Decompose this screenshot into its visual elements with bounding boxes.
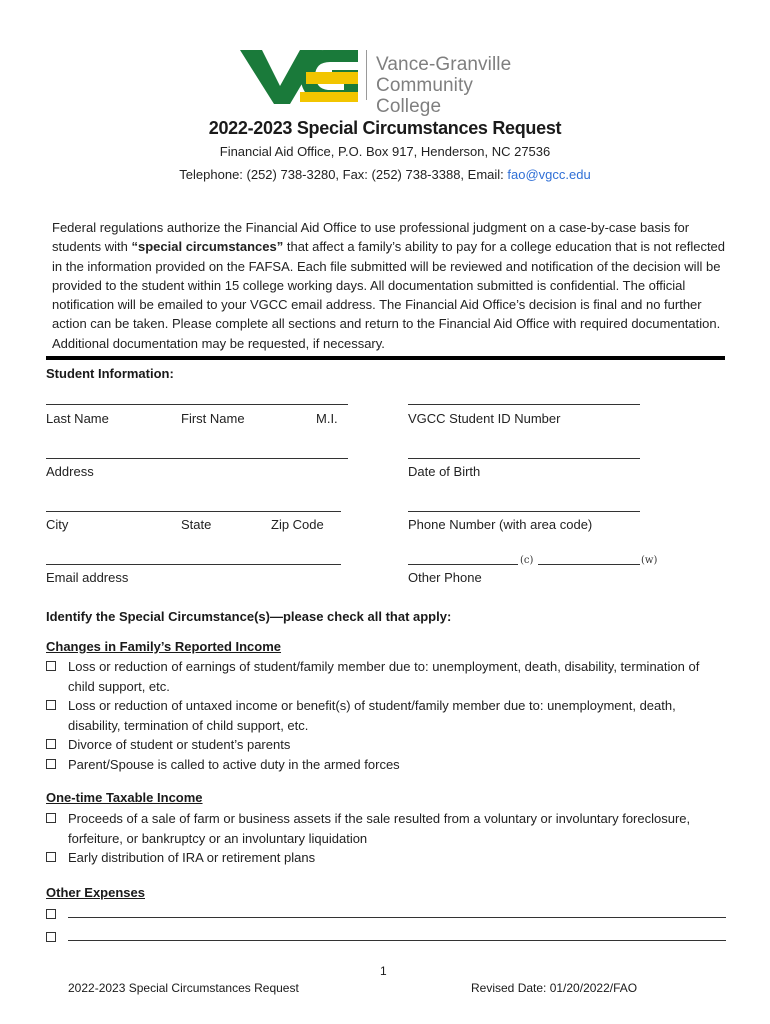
- intro-paragraph: [52, 218, 732, 353]
- footer-revised-date: Revised Date: 01/20/2022/FAO: [471, 981, 638, 995]
- page-title: 2022-2023 Special Circumstances Request: [208, 118, 562, 138]
- checkbox[interactable]: [46, 852, 56, 862]
- footer-title: 2022-2023 Special Circumstances Request: [68, 981, 299, 995]
- contact-line: [0, 167, 770, 182]
- student-id-label: VGCC Student ID Number: [408, 411, 561, 426]
- email-field-line[interactable]: [46, 564, 341, 565]
- student-id-field-line[interactable]: [408, 404, 640, 405]
- checkbox[interactable]: [46, 739, 56, 749]
- checkbox[interactable]: [46, 661, 56, 671]
- logo-line-1: Vance-Granville: [376, 54, 512, 75]
- checkbox-label: Loss or reduction of earnings of student/family member due to: unemployment, death, disability, termination of child support, etc.: [68, 659, 700, 694]
- contact-prefix: Telephone: (252) 738-3280, Fax: (252) 738-3388, Email:: [179, 167, 508, 182]
- intro-bold-text: “special circumstances”: [131, 239, 284, 255]
- state-label: State: [181, 517, 212, 532]
- phone-field-line[interactable]: [408, 511, 640, 512]
- checkbox[interactable]: [46, 909, 56, 919]
- logo-line-2: Community College: [376, 75, 473, 117]
- cell-marker: (c): [520, 555, 534, 566]
- other-expense-line-2[interactable]: [68, 940, 726, 941]
- intro-text-2: that affect a family’s ability to pay for a college education that is not reflected in the information provided on the FAFSA. Each file submitted will be reviewed and notification of the decision will be provided to the student within 15 college working days. All documentation submitted is confidential. The official notification will be emailed to your VGCC email address. The Financial Aid Office’s decision is final and no further action can be taken. Please complete all sections and return to the Financial Aid Office with required documentation. Additional documentation may be requested, if necessary.: [52, 239, 726, 351]
- checkbox-label: Proceeds of a sale of farm or business assets if the sale resulted from a voluntary or involuntary foreclosure, forfeiture, or bankruptcy or an involuntary liquidation: [68, 811, 691, 846]
- office-address: Financial Aid Office, P.O. Box 917, Henderson, NC 27536: [219, 144, 551, 159]
- page-number: 1: [380, 964, 387, 978]
- other-phone-label: Other Phone: [408, 570, 482, 585]
- logo-divider: [366, 50, 367, 100]
- work-phone-field-line[interactable]: [538, 564, 640, 565]
- taxable-income-heading: One-time Taxable Income: [46, 790, 203, 805]
- logo-wordmark: [376, 54, 540, 117]
- phone-label: Phone Number (with area code): [408, 517, 593, 532]
- college-logo: [240, 46, 540, 117]
- address-field-line[interactable]: [46, 458, 348, 459]
- dob-field-line[interactable]: [408, 458, 640, 459]
- checkbox-item[interactable]: [46, 755, 726, 775]
- cell-phone-field-line[interactable]: [408, 564, 518, 565]
- city-state-zip-field-line[interactable]: [46, 511, 341, 512]
- student-info-heading: Student Information:: [46, 366, 174, 381]
- checkbox[interactable]: [46, 759, 56, 769]
- checkbox-item[interactable]: [46, 657, 726, 696]
- checkbox-item[interactable]: [46, 735, 726, 755]
- zip-label: Zip Code: [271, 517, 324, 532]
- checkbox[interactable]: [46, 813, 56, 823]
- checkbox-label: Divorce of student or student’s parents: [68, 737, 291, 752]
- checkbox[interactable]: [46, 700, 56, 710]
- family-income-heading: Changes in Family’s Reported Income: [46, 639, 282, 654]
- checkbox-label: Early distribution of IRA or retirement plans: [68, 850, 316, 865]
- city-label: City: [46, 517, 69, 532]
- checkbox-item[interactable]: [46, 848, 726, 868]
- circumstances-heading: Identify the Special Circumstance(s)—please check all that apply:: [46, 609, 452, 624]
- vg-logo-mark-icon: [240, 46, 360, 104]
- mi-label: M.I.: [316, 411, 338, 426]
- checkbox-label: Parent/Spouse is called to active duty in the armed forces: [68, 757, 400, 772]
- name-field-line[interactable]: [46, 404, 348, 405]
- dob-label: Date of Birth: [408, 464, 481, 479]
- checkbox[interactable]: [46, 932, 56, 942]
- email-link[interactable]: fao@vgcc.edu: [507, 167, 591, 182]
- address-label: Address: [46, 464, 94, 479]
- checkbox-label: Loss or reduction of untaxed income or benefit(s) of student/family member due to: unemployment, death, disability, termination of child support, etc.: [68, 698, 676, 733]
- other-expense-line-1[interactable]: [68, 917, 726, 918]
- checkbox-item[interactable]: [46, 809, 726, 848]
- section-rule: [46, 356, 725, 360]
- other-expenses-heading: Other Expenses: [46, 885, 145, 900]
- intro-text-1: Federal regulations authorize the Financial Aid Office to use professional judgment on a case-by-case basis for students with: [52, 220, 690, 255]
- last-name-label: Last Name: [46, 411, 109, 426]
- checkbox-item[interactable]: [46, 696, 726, 735]
- work-marker: (w): [641, 555, 658, 566]
- email-label: Email address: [46, 570, 129, 585]
- first-name-label: First Name: [181, 411, 245, 426]
